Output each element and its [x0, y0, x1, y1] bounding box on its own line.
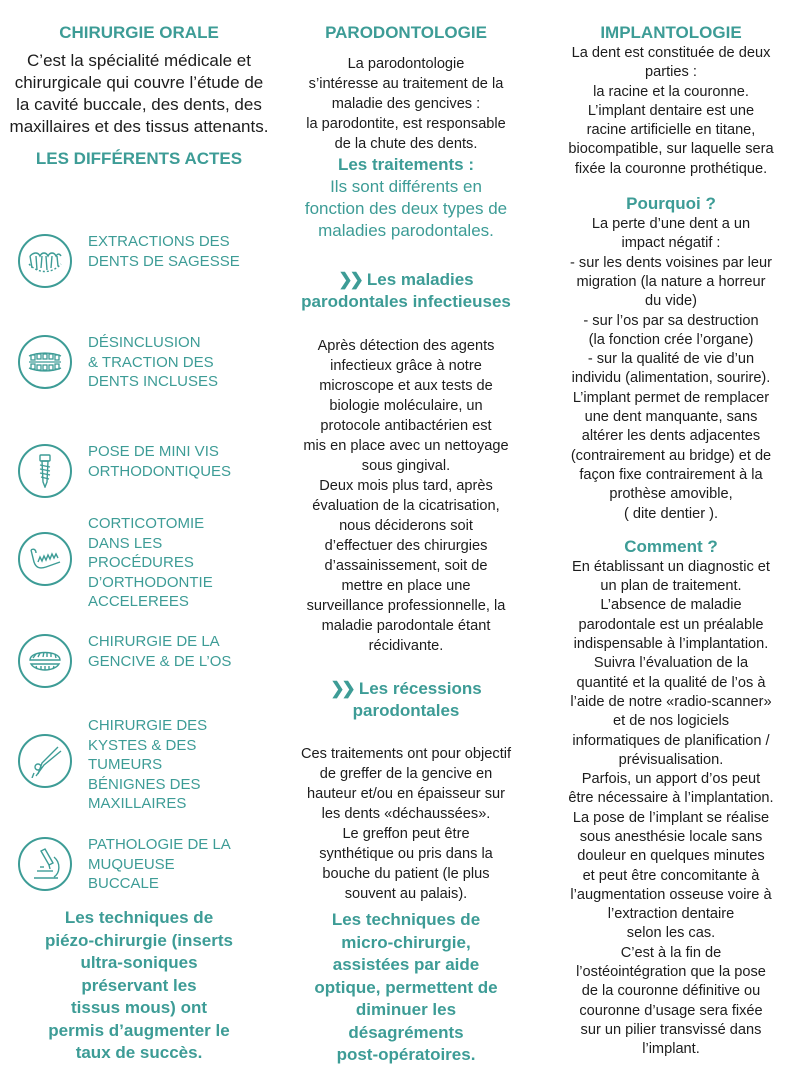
chevron-right-icon: ❯❯	[338, 270, 361, 289]
act-label: POSE DE MINI VIS ORTHODONTIQUES	[88, 443, 232, 480]
column-parodontologie	[282, 22, 530, 904]
how-text: En établissant un diagnostic et un plan de traitement. L’absence de maladie parodontale est un préalable indispensable à l’implantation. Suivra l’évaluation de la quantité et la qualité de l’os à l’aide de notre «radio-scanner» et de nos logiciels informatiques de planification / prévisualisation. Parfois, un apport d’os peut être nécessaire à l’implantation. La pose de l’implant se réalise sous anesthésie locale sans douleur en quelques minutes et peut être concomitante à l’augmentation osseuse voire à l’extraction dentaire selon les cas. C’est à la fin de l’ostéointégration que la pose de la couronne définitive ou couronne d’usage sera fixée sur un pilier transvissé dans l’implant.	[568, 558, 774, 1058]
microscope-icon	[18, 837, 72, 891]
jaw-icon	[18, 532, 72, 586]
column-chirurgie-orale	[8, 22, 270, 170]
treatments-title: Les traitements :	[337, 155, 475, 174]
act-item	[8, 442, 270, 502]
section-title-implantologie: IMPLANTOLOGIE	[600, 23, 742, 42]
act-label: CHIRURGIE DE LA GENCIVE & DE L’OS	[88, 633, 232, 670]
piezo-surgery-note: Les techniques de piézo-chirurgie (inserts ultra-soniques préservant les tissus mous) ont permis d’augmenter le taux de succès.	[45, 908, 233, 1062]
act-item	[8, 632, 270, 692]
intro-chirurgie-orale: C’est la spécialité médicale et chirurgicale qui couvre l’étude de la cavité buccale, des dents, des maxillaires et des tissus attenants.	[9, 51, 269, 136]
act-label: CORTICOTOMIE DANS LES PROCÉDURES D’ORTHODONTIE ACCELEREES	[88, 515, 213, 610]
micro-surgery-note: Les techniques de micro-chirurgie, assistées par aide optique, permettent de diminuer les désagréments post-opératoires.	[314, 910, 498, 1064]
surgical-pliers-icon	[18, 734, 72, 788]
recessions-title: ❯❯ Les récessions parodontales	[330, 679, 482, 720]
how-title: Comment ?	[624, 536, 718, 556]
treatments-text: Ils sont différents en fonction des deux types de maladies parodontales.	[304, 177, 508, 240]
act-label: PATHOLOGIE DE LA MUQUEUSE BUCCALE	[88, 836, 231, 892]
braces-icon	[18, 335, 72, 389]
section-title-parodontologie: PARODONTOLOGIE	[325, 23, 487, 42]
intro-implantologie: La dent est constituée de deux parties : la racine et la couronne. L’implant dentaire est une racine artificielle en titane, biocompatible, sur laquelle sera fixée la couronne prothétique.	[568, 45, 774, 177]
section-title-chirurgie-orale: CHIRURGIE ORALE	[59, 23, 219, 42]
recessions-text: Ces traitements ont pour objectif de greffer de la gencive en hauteur et/ou en épaisseur sur les dents «déchaussées». Le greffon peut être synthétique ou pris dans la bouche du patient (le plus souvent au palais).	[300, 746, 512, 902]
act-item	[8, 232, 270, 292]
act-item	[8, 716, 270, 812]
why-text: La perte d’une dent a un impact négatif : - sur les dents voisines par leur migration (la nature a horreur du vide) - sur l’os par sa destruction (la fonction crée l’organe) - sur la qualité de vie d’un individu (alimentation, sourire). L’implant permet de remplacer une dent manquante, sans altérer les dents adjacentes (contrairement au bridge) et de façon fixe contrairement à la prothèse amovible, ( dite dentier ).	[570, 216, 772, 522]
infectious-diseases-title: ❯❯ Les maladies parodontales infectieuses	[301, 270, 511, 311]
why-title: Pourquoi ?	[626, 194, 716, 214]
mini-screw-icon	[18, 444, 72, 498]
intro-parodontologie: La parodontologie s’intéresse au traitement de la maladie des gencives : la parodontite, est responsable de la chute des dents.	[306, 56, 506, 152]
column-implantologie	[550, 22, 792, 1060]
act-label: EXTRACTIONS DES DENTS DE SAGESSE	[88, 233, 240, 270]
chevron-right-icon: ❯❯	[330, 679, 353, 698]
act-label: DÉSINCLUSION & TRACTION DES DENTS INCLUSES	[88, 334, 219, 390]
act-item	[8, 835, 270, 895]
act-item	[8, 333, 270, 393]
acts-title: LES DIFFÉRENTS ACTES	[35, 149, 243, 168]
infectious-diseases-text: Après détection des agents infectieux grâce à notre microscope et aux tests de biologie moléculaire, un protocole antibactérien est mis en place avec un nettoyage sous gingival. Deux mois plus tard, après évaluation de la cicatrisation, nous déciderons soit d’effectuer des chirurgies d’assainissement, soit de mettre en place une surveillance professionnelle, la maladie parodontale étant récidivante.	[303, 338, 509, 654]
denture-icon	[18, 634, 72, 688]
act-item	[8, 514, 270, 610]
act-label: CHIRURGIE DES KYSTES & DES TUMEURS BÉNIGNES DES MAXILLAIRES	[88, 717, 208, 812]
tooth-row-icon	[18, 234, 72, 288]
